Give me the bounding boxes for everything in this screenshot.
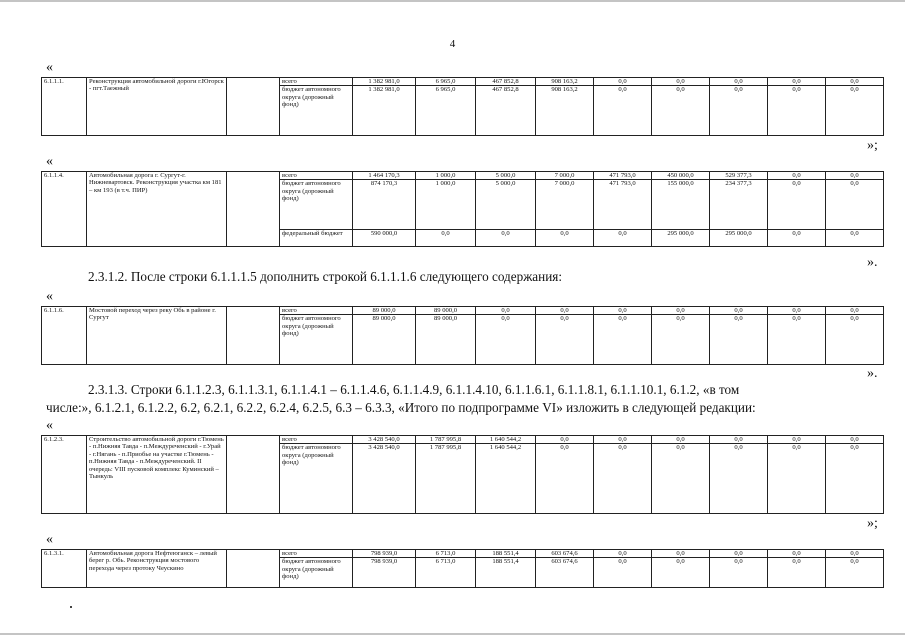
row-name: Автомобильная дорога г. Сургут-г. Нижневартовск. Реконструкция участка км 181 – км 193 (в т.ч. ПИР) <box>87 172 227 247</box>
value-cell: 7 000,0 <box>536 172 594 180</box>
spacer-cell <box>227 78 280 136</box>
value-cell: 0,0 <box>652 558 710 588</box>
quote-open-3: « <box>46 289 53 304</box>
value-cell: 0,0 <box>768 444 826 514</box>
unit-okrug-budget: бюджет автономного округа (дорожный фонд) <box>280 315 353 365</box>
value-cell: 0,0 <box>826 78 884 86</box>
value-cell: 529 377,3 <box>710 172 768 180</box>
value-cell: 0,0 <box>594 436 652 444</box>
value-cell: 0,0 <box>476 307 536 315</box>
value-cell: 295 000,0 <box>710 230 768 247</box>
value-cell: 467 852,8 <box>476 86 536 136</box>
value-cell: 89 000,0 <box>416 307 476 315</box>
paragraph-2-3-1-3-line1: 2.3.1.3. Строки 6.1.1.2.3, 6.1.1.3.1, 6.1.1.4.1 – 6.1.1.4.6, 6.1.1.4.9, 6.1.1.4.10, 6.1.1.6.1, 6.1.1.8.1, 6.1.1.10.1, 6.1.2, «в том <box>88 382 740 397</box>
row-name: Реконструкция автомобильной дороги г.Югорск - пгт.Таежный <box>87 78 227 136</box>
value-cell: 0,0 <box>652 444 710 514</box>
paragraph-2-3-1-2: 2.3.1.2. После строки 6.1.1.1.5 дополнить строкой 6.1.1.1.6 следующего содержания: <box>88 269 563 284</box>
value-cell: 0,0 <box>768 307 826 315</box>
unit-federal-budget: федеральный бюджет <box>280 230 353 247</box>
value-cell: 0,0 <box>826 315 884 365</box>
value-cell: 6 713,0 <box>416 550 476 558</box>
quote-open-5: « <box>46 532 53 547</box>
value-cell: 1 464 170,3 <box>353 172 416 180</box>
quote-open-4: « <box>46 418 53 433</box>
value-cell: 0,0 <box>594 444 652 514</box>
value-cell: 0,0 <box>476 315 536 365</box>
row-code: 6.1.1.1. <box>42 78 87 136</box>
value-cell: 0,0 <box>826 86 884 136</box>
value-cell: 0,0 <box>710 550 768 558</box>
value-cell: 0,0 <box>768 558 826 588</box>
value-cell: 0,0 <box>416 230 476 247</box>
unit-total: всего <box>280 550 353 558</box>
value-cell: 0,0 <box>768 86 826 136</box>
value-cell: 3 428 540,0 <box>353 444 416 514</box>
value-cell: 798 939,0 <box>353 550 416 558</box>
quote-open-2: « <box>46 154 53 169</box>
value-cell: 0,0 <box>476 230 536 247</box>
value-cell: 0,0 <box>652 78 710 86</box>
value-cell: 0,0 <box>536 444 594 514</box>
value-cell: 0,0 <box>710 307 768 315</box>
unit-total: всего <box>280 78 353 86</box>
quote-open-1: « <box>46 60 53 75</box>
value-cell: 471 793,0 <box>594 180 652 230</box>
spacer-cell <box>227 307 280 365</box>
value-cell: 0,0 <box>710 86 768 136</box>
value-cell: 908 163,2 <box>536 78 594 86</box>
value-cell: 0,0 <box>768 180 826 230</box>
spacer-cell <box>227 436 280 514</box>
unit-total: всего <box>280 307 353 315</box>
quote-close-3: ». <box>867 366 878 381</box>
value-cell: 1 382 981,0 <box>353 86 416 136</box>
value-cell: 7 000,0 <box>536 180 594 230</box>
value-cell: 155 000,0 <box>652 180 710 230</box>
value-cell: 0,0 <box>536 315 594 365</box>
value-cell: 0,0 <box>826 558 884 588</box>
value-cell: 5 000,0 <box>476 172 536 180</box>
value-cell: 0,0 <box>652 307 710 315</box>
value-cell: 0,0 <box>826 307 884 315</box>
row-code: 6.1.2.3. <box>42 436 87 514</box>
value-cell: 0,0 <box>594 550 652 558</box>
scan-edge-bottom <box>0 633 905 635</box>
scan-edge-top <box>0 0 905 2</box>
value-cell: 188 551,4 <box>476 550 536 558</box>
value-cell: 0,0 <box>536 436 594 444</box>
unit-total: всего <box>280 436 353 444</box>
table-6-1-1-1 <box>41 77 884 136</box>
value-cell: 188 551,4 <box>476 558 536 588</box>
value-cell: 0,0 <box>594 78 652 86</box>
row-code: 6.1.3.1. <box>42 550 87 588</box>
value-cell: 0,0 <box>652 436 710 444</box>
value-cell: 0,0 <box>710 436 768 444</box>
value-cell: 1 640 544,2 <box>476 444 536 514</box>
value-cell: 0,0 <box>768 436 826 444</box>
table-6-1-3-1 <box>41 549 884 588</box>
value-cell: 6 965,0 <box>416 86 476 136</box>
value-cell: 295 000,0 <box>652 230 710 247</box>
value-cell: 0,0 <box>768 172 826 180</box>
table-6-1-2-3 <box>41 435 884 514</box>
value-cell: 0,0 <box>536 230 594 247</box>
value-cell: 6 965,0 <box>416 78 476 86</box>
value-cell: 1 640 544,2 <box>476 436 536 444</box>
value-cell: 1 000,0 <box>416 180 476 230</box>
table-6-1-1-6 <box>41 306 884 365</box>
value-cell: 0,0 <box>710 78 768 86</box>
value-cell: 1 787 995,8 <box>416 444 476 514</box>
value-cell: 0,0 <box>594 558 652 588</box>
value-cell: 0,0 <box>710 444 768 514</box>
value-cell: 0,0 <box>594 315 652 365</box>
value-cell: 0,0 <box>652 550 710 558</box>
value-cell: 798 939,0 <box>353 558 416 588</box>
value-cell: 0,0 <box>826 180 884 230</box>
unit-okrug-budget: бюджет автономного округа (дорожный фонд) <box>280 86 353 136</box>
scan-speck <box>70 606 72 608</box>
value-cell: 0,0 <box>826 172 884 180</box>
row-name: Строительство автомобильной дороги г.Тюмень - п.Нижняя Тавда - п.Междуреченский - г.Урай - г.Нягань - п.Приобье на участке г.Тюмень - п.Нижняя Тавда - п.Междуреченский. II очередь: VIII пусковой комплекс Куминский – Тынкуль <box>87 436 227 514</box>
spacer-cell <box>227 550 280 588</box>
unit-total: всего <box>280 172 353 180</box>
value-cell: 0,0 <box>768 550 826 558</box>
unit-okrug-budget: бюджет автономного округа (дорожный фонд) <box>280 444 353 514</box>
value-cell: 1 787 995,8 <box>416 436 476 444</box>
row-name: Мостовой переход через реку Обь в районе г. Сургут <box>87 307 227 365</box>
value-cell: 0,0 <box>710 558 768 588</box>
value-cell: 467 852,8 <box>476 78 536 86</box>
value-cell: 89 000,0 <box>353 315 416 365</box>
value-cell: 1 000,0 <box>416 172 476 180</box>
value-cell: 908 163,2 <box>536 86 594 136</box>
page-number: 4 <box>449 38 456 50</box>
quote-close-1: »; <box>867 138 878 153</box>
value-cell: 590 000,0 <box>353 230 416 247</box>
value-cell: 1 382 981,0 <box>353 78 416 86</box>
value-cell: 89 000,0 <box>353 307 416 315</box>
value-cell: 3 428 540,0 <box>353 436 416 444</box>
value-cell: 0,0 <box>594 86 652 136</box>
value-cell: 5 000,0 <box>476 180 536 230</box>
value-cell: 471 793,0 <box>594 172 652 180</box>
table-6-1-1-4 <box>41 171 884 247</box>
value-cell: 0,0 <box>652 315 710 365</box>
quote-close-4: »; <box>867 516 878 531</box>
value-cell: 0,0 <box>594 307 652 315</box>
unit-okrug-budget: бюджет автономного округа (дорожный фонд) <box>280 558 353 588</box>
value-cell: 0,0 <box>594 230 652 247</box>
paragraph-2-3-1-3-line2: числе:», 6.1.2.1, 6.1.2.2, 6.2, 6.2.1, 6.2.2, 6.2.4, 6.2.5, 6.3 – 6.3.3, «Итого по подпрограмме VI» изложить в следующей редакции: <box>46 400 756 415</box>
value-cell: 0,0 <box>826 444 884 514</box>
spacer-cell <box>227 172 280 247</box>
value-cell: 603 674,6 <box>536 558 594 588</box>
value-cell: 0,0 <box>826 436 884 444</box>
value-cell: 0,0 <box>768 315 826 365</box>
row-name: Автомобильная дорога Нефтеюганск – левый берег р. Обь. Реконструкция мостового перехода через протоку Чеускино <box>87 550 227 588</box>
value-cell: 0,0 <box>826 550 884 558</box>
value-cell: 0,0 <box>768 78 826 86</box>
value-cell: 89 000,0 <box>416 315 476 365</box>
row-code: 6.1.1.4. <box>42 172 87 247</box>
value-cell: 0,0 <box>536 307 594 315</box>
row-code: 6.1.1.6. <box>42 307 87 365</box>
value-cell: 0,0 <box>768 230 826 247</box>
value-cell: 603 674,6 <box>536 550 594 558</box>
value-cell: 0,0 <box>710 315 768 365</box>
value-cell: 874 170,3 <box>353 180 416 230</box>
unit-okrug-budget: бюджет автономного округа (дорожный фонд) <box>280 180 353 230</box>
value-cell: 0,0 <box>826 230 884 247</box>
value-cell: 0,0 <box>652 86 710 136</box>
value-cell: 234 377,3 <box>710 180 768 230</box>
value-cell: 450 000,0 <box>652 172 710 180</box>
quote-close-2: ». <box>867 255 878 270</box>
value-cell: 6 713,0 <box>416 558 476 588</box>
